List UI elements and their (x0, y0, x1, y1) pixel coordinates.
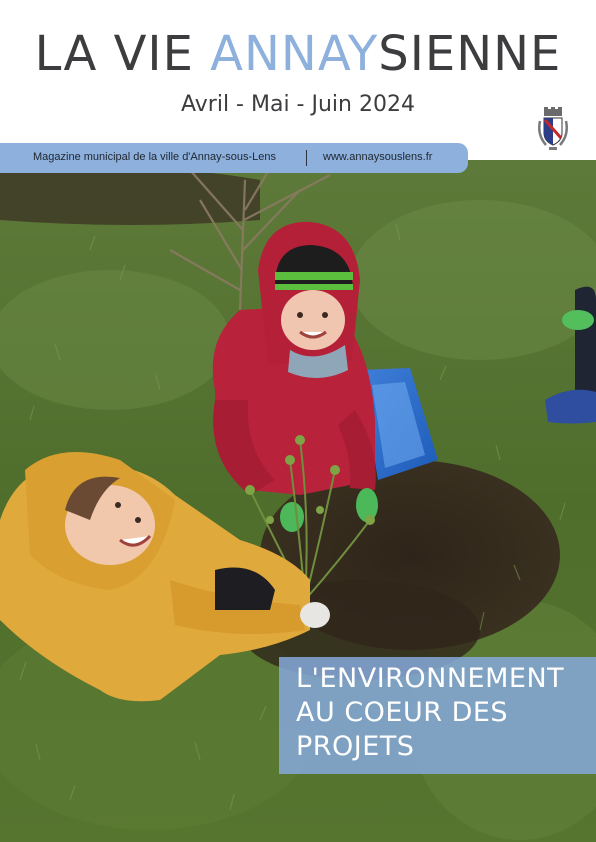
cover-headline (279, 657, 596, 774)
town-coat-of-arms-icon (536, 107, 570, 151)
magazine-title (0, 26, 596, 82)
website-url: www.annaysouslens.fr (323, 151, 433, 163)
magazine-subtitle: Magazine municipal de la ville d'Annay-sous-Lens (33, 151, 277, 163)
masthead (0, 0, 596, 160)
headline-line-2: AU COEUR DES (296, 697, 509, 728)
issue-date: Avril - Mai - Juin 2024 (181, 92, 415, 117)
title-part-1: LA VIE (34, 26, 211, 82)
title-accent: ANNAY (210, 26, 379, 82)
headline-line-3: PROJETS (296, 731, 415, 762)
tagline-bar (0, 143, 468, 173)
title-part-2: SIENNE (378, 26, 562, 82)
tagline-divider (306, 150, 307, 166)
headline-line-1: L'ENVIRONNEMENT (296, 663, 565, 694)
